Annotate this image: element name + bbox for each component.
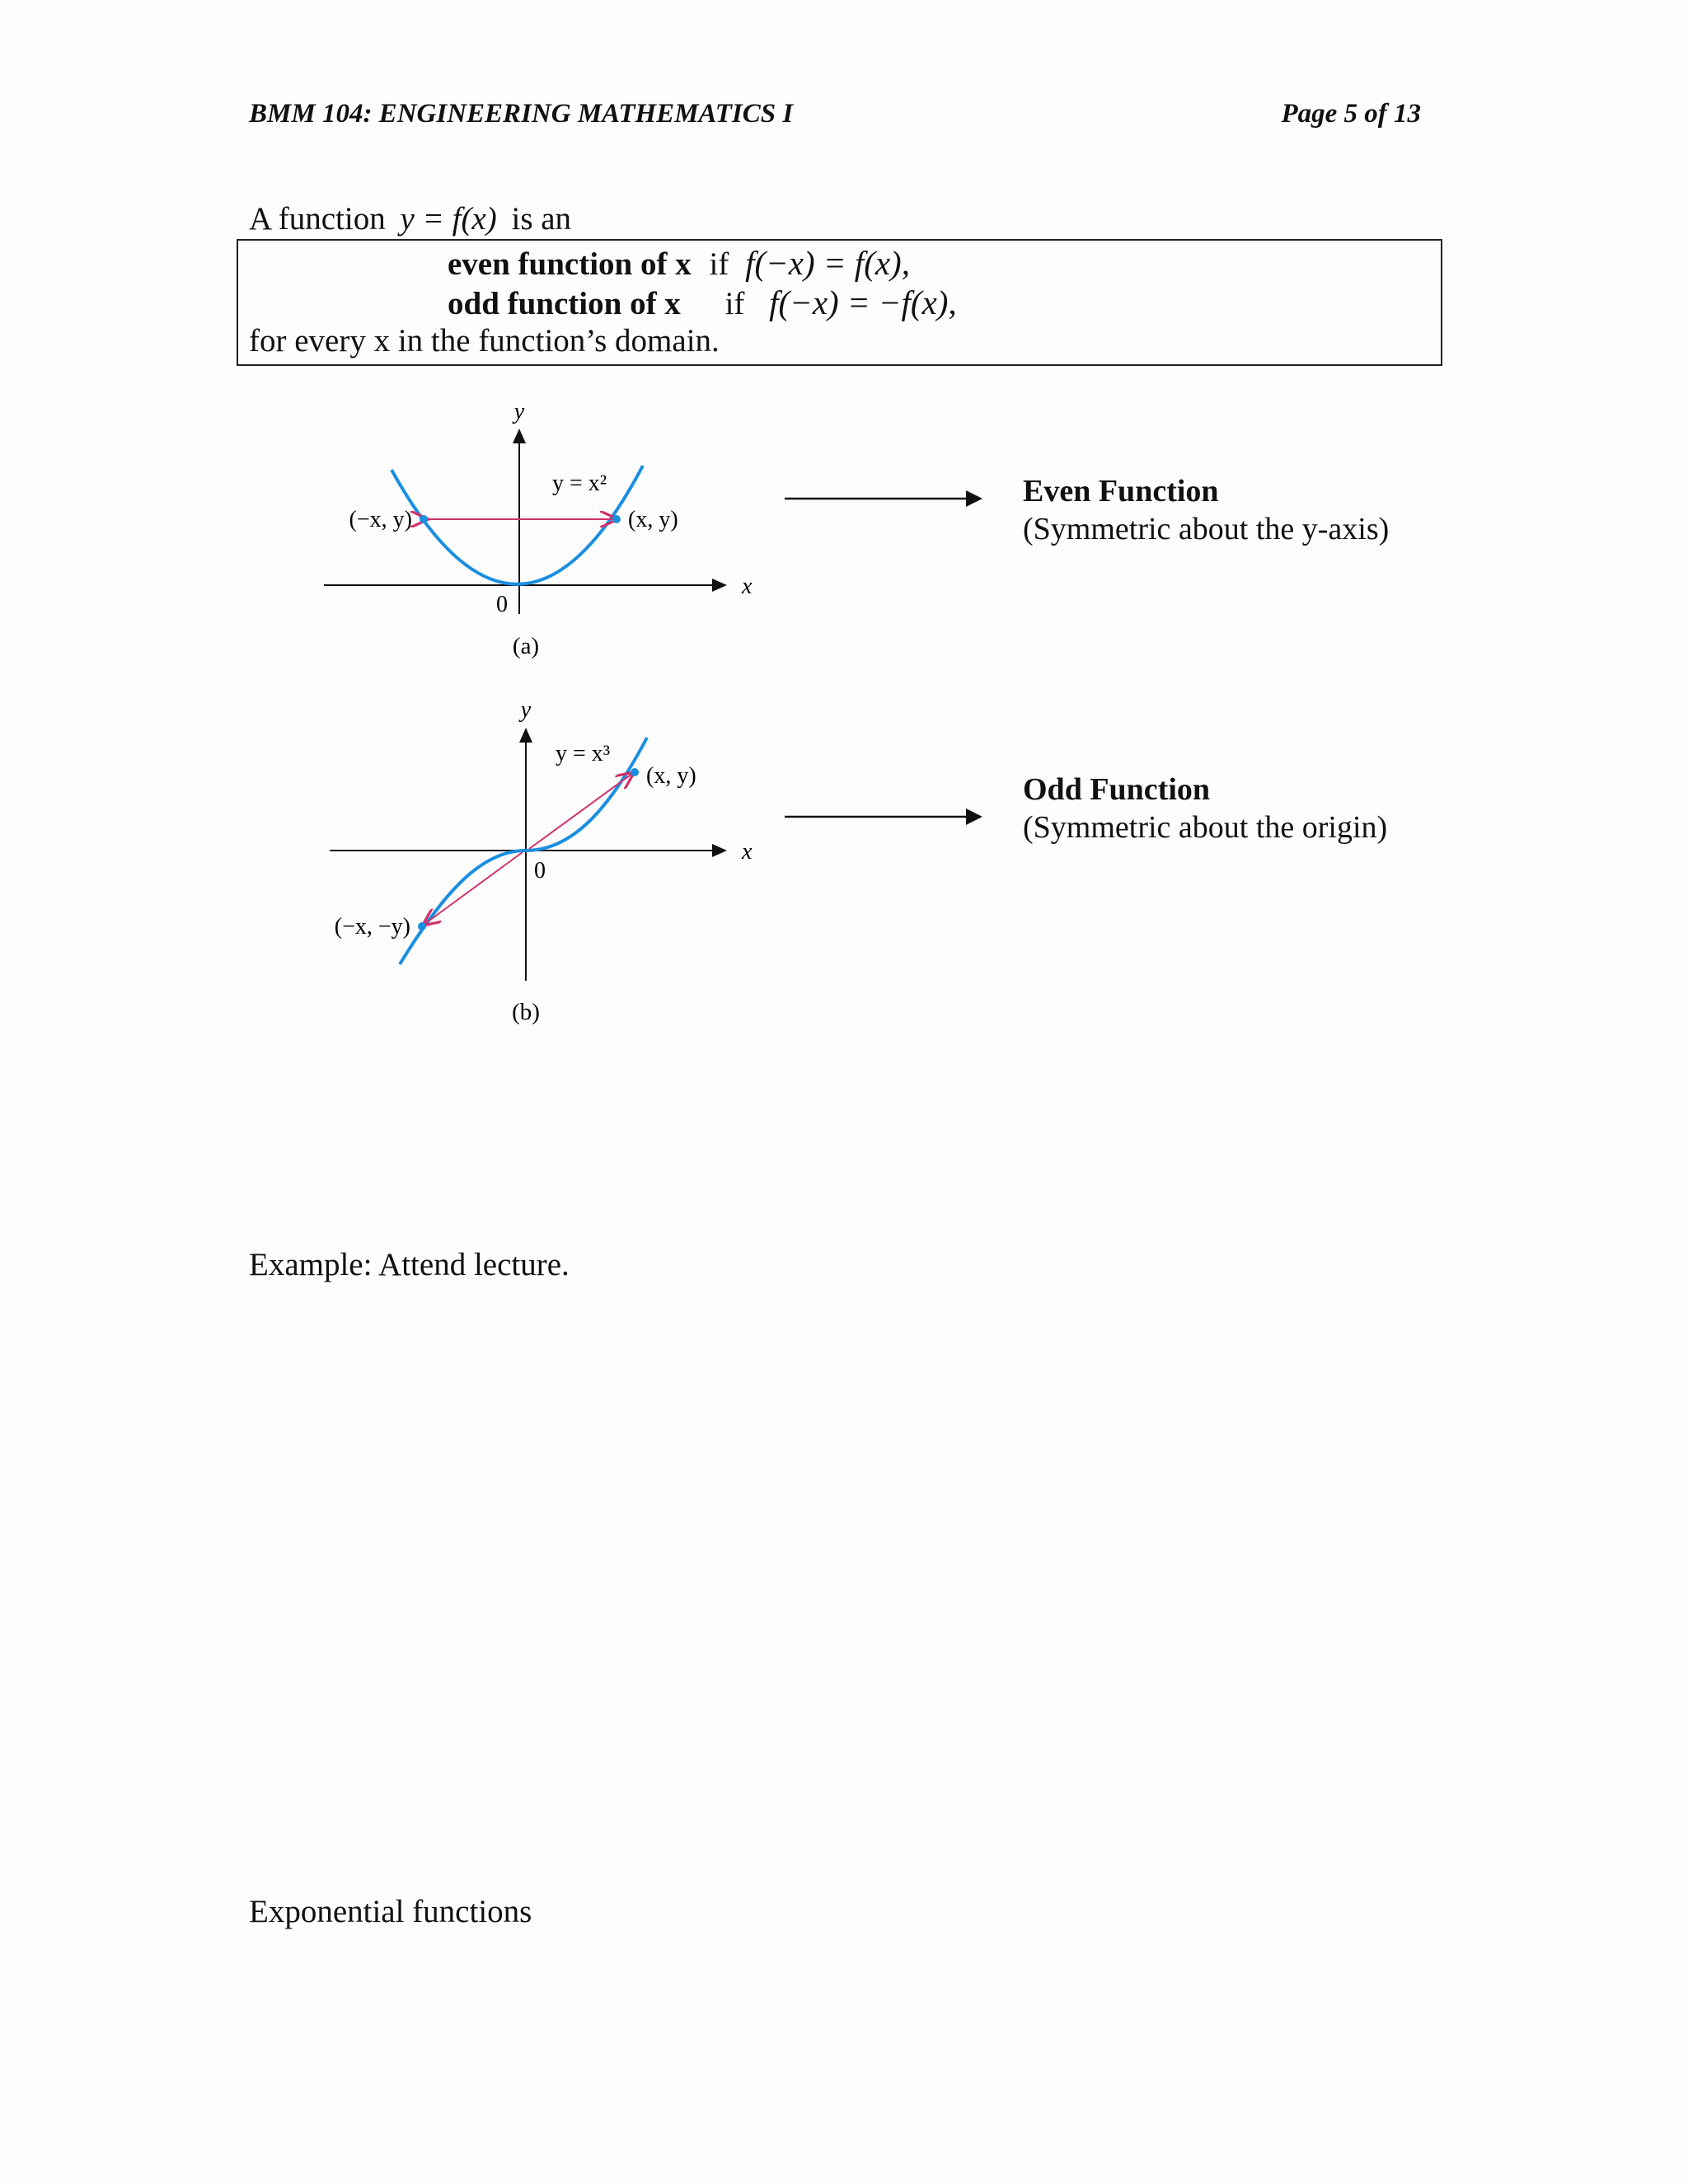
odd-condition: f(−x) = −f(x),	[769, 284, 957, 321]
equation-label: y = x²	[552, 471, 607, 496]
example-text: Example: Attend lecture.	[249, 1247, 570, 1282]
left-point-label: (−x, y)	[349, 507, 412, 532]
odd-function-graph	[313, 692, 758, 1038]
equation-label: y = x³	[556, 741, 611, 766]
even-pointer-arrow	[783, 486, 989, 511]
intro-suffix: is an	[511, 201, 572, 237]
odd-function-title: Odd Function	[1023, 772, 1211, 807]
page-number: Page 5 of 13	[1281, 99, 1421, 129]
even-condition: f(−x) = f(x),	[745, 244, 910, 282]
x-axis-label: x	[742, 574, 753, 599]
origin-label: 0	[496, 592, 508, 617]
right-point-label: (x, y)	[646, 763, 696, 789]
even-if: if	[709, 246, 729, 282]
odd-definition	[448, 283, 957, 322]
y-axis-label: y	[513, 399, 525, 424]
right-point-marker	[612, 515, 621, 523]
even-function-desc: (Symmetric about the y-axis)	[1023, 512, 1390, 546]
course-title: BMM 104: ENGINEERING MATHEMATICS I	[249, 99, 794, 129]
left-point-marker	[418, 922, 426, 930]
left-point-label: (−x, −y)	[334, 914, 410, 940]
intro-expr: y = f(x)	[400, 201, 497, 237]
even-function-graph	[313, 396, 758, 668]
section-heading-exponential: Exponential functions	[249, 1894, 532, 1929]
intro-line	[249, 200, 571, 237]
origin-label: 0	[534, 858, 546, 883]
left-point-marker	[420, 515, 428, 523]
figure-a-caption: (a)	[512, 633, 540, 659]
intro-prefix: A function	[249, 201, 386, 237]
right-point-marker	[631, 768, 639, 776]
odd-pointer-arrow	[783, 804, 989, 829]
even-function-title: Even Function	[1023, 474, 1219, 509]
x-axis-label: x	[742, 839, 753, 865]
right-point-label: (x, y)	[628, 507, 678, 532]
even-definition	[448, 243, 910, 283]
y-axis-label: y	[520, 697, 532, 723]
odd-term: odd function of x	[448, 286, 681, 321]
odd-if: if	[724, 286, 745, 321]
definition-footer: for every x in the function’s domain.	[249, 323, 720, 359]
origin-arrow-up	[529, 773, 633, 849]
even-term: even function of x	[448, 246, 692, 282]
origin-arrow-down	[424, 852, 523, 925]
figure-b-caption: (b)	[512, 999, 540, 1025]
odd-function-desc: (Symmetric about the origin)	[1023, 810, 1388, 845]
